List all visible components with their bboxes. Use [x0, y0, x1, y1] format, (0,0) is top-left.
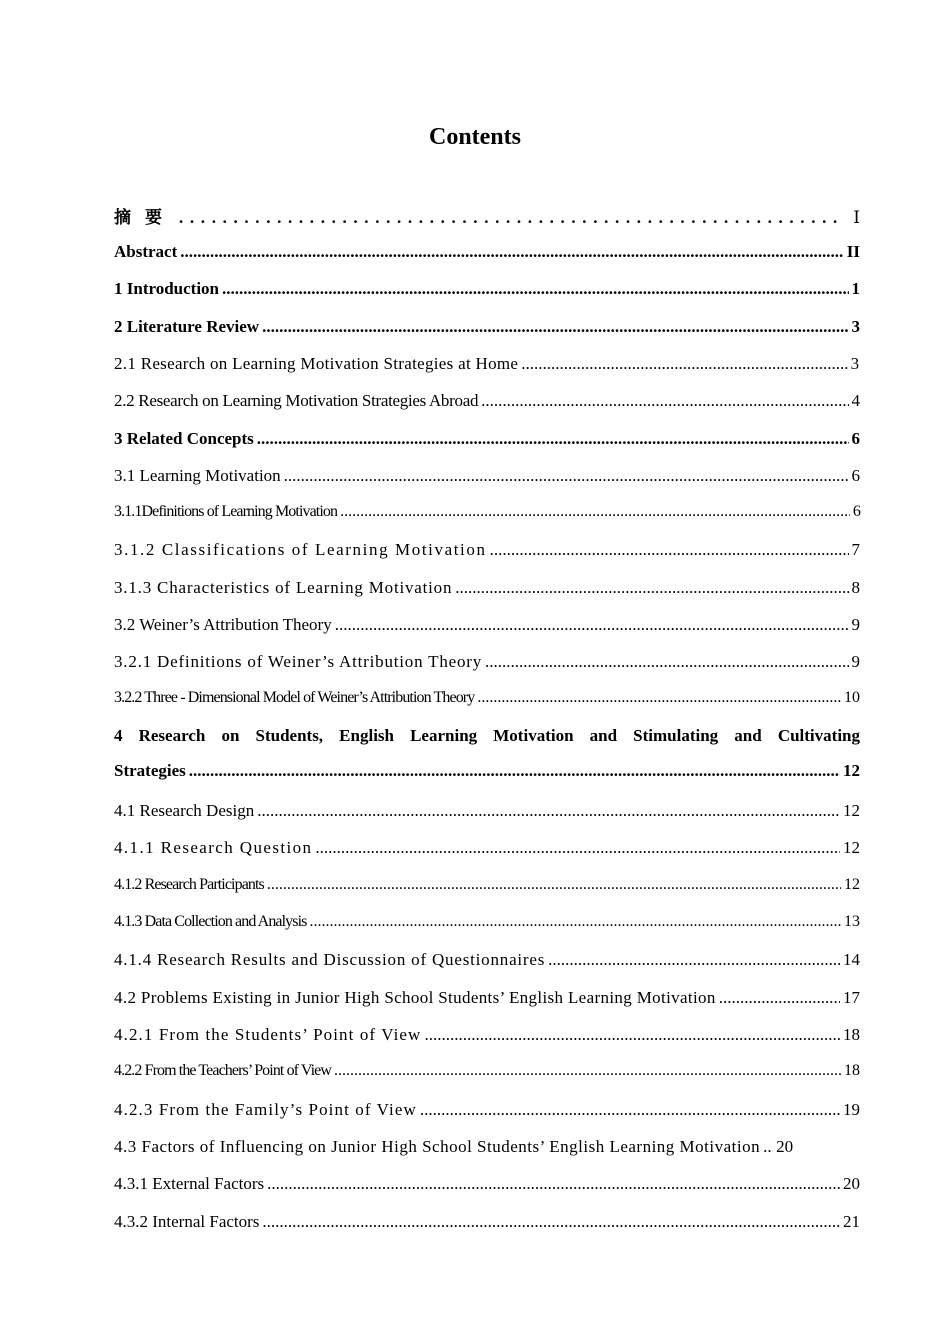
toc-entry-label: 3 Related Concepts [114, 429, 254, 448]
toc-entry[interactable] [114, 988, 860, 1016]
toc-entry-label: 3.2.1 Definitions of Weiner’s Attribution Theory [114, 652, 483, 671]
toc-entry[interactable] [114, 279, 860, 307]
toc-entry-page: 6 [851, 429, 860, 448]
toc-entry[interactable] [114, 354, 860, 382]
dot-leader [222, 279, 848, 299]
toc-entry[interactable] [114, 615, 860, 643]
dot-leader [189, 761, 840, 781]
toc-entry-label: 4.1.4 Research Results and Discussion of Questionnaires [114, 950, 546, 969]
toc-entry[interactable] [114, 242, 860, 270]
dot-leader [179, 208, 844, 228]
toc-entry[interactable] [114, 1025, 860, 1053]
toc-entry-label: 4.1.2 Research Participants [114, 876, 264, 893]
dot-leader [420, 1100, 840, 1120]
toc-entry-page: 6 [852, 503, 860, 520]
dot-leader [490, 540, 849, 560]
dot-leader [424, 1025, 840, 1045]
toc-entry-page: 3 [850, 354, 860, 373]
toc-entry-label: 摘要 [114, 208, 176, 228]
toc-entry-page: 20 [776, 1137, 794, 1156]
dot-leader [481, 391, 848, 411]
toc-entry[interactable] [114, 689, 860, 717]
dot-leader [340, 503, 850, 521]
toc-entry[interactable] [114, 1174, 860, 1202]
toc-entry[interactable] [114, 761, 860, 789]
dot-leader [267, 1174, 840, 1194]
dot-leader [485, 652, 848, 672]
toc-entry-label: 1 Introduction [114, 279, 220, 298]
toc-entry-label: 2 Literature Review [114, 317, 260, 336]
dot-leader [335, 615, 849, 635]
toc-entry[interactable] [114, 429, 860, 457]
dot-leader [267, 876, 841, 894]
toc-entry-page: 19 [843, 1100, 860, 1119]
toc-entry[interactable] [114, 913, 860, 941]
toc-entry-page: 12 [844, 876, 860, 893]
toc-entry[interactable] [114, 876, 860, 904]
toc-entry-page: 12 [843, 838, 860, 857]
toc-entry-label: 4.1.1 Research Question [114, 838, 313, 857]
toc-entry-label: 4.2 Problems Existing in Junior High School Students’ English Learning Motivation [114, 988, 716, 1007]
toc-entry[interactable] [114, 1100, 860, 1128]
dot-leader [521, 354, 847, 374]
toc-entry-label: 4.2.1 From the Students’ Point of View [114, 1025, 422, 1044]
toc-entry[interactable] [114, 801, 860, 829]
toc-entry-page: Ⅰ [853, 208, 860, 228]
toc-entry-page: 10 [844, 689, 860, 706]
toc-entry-label: 3.1.3 Characteristics of Learning Motivation [114, 578, 453, 597]
toc-entry-wrapped-line[interactable]: 4 Research on Students, English Learning Motivation and Stimulating and Cultivating [114, 726, 860, 745]
toc-entry[interactable] [114, 503, 860, 531]
toc-entry-page: 17 [843, 988, 860, 1007]
toc-entry-page: 18 [843, 1025, 860, 1044]
toc-entry[interactable] [114, 540, 860, 568]
toc-entry-page: 7 [851, 540, 860, 559]
toc-entry-label: 2.1 Research on Learning Motivation Strategies at Home [114, 354, 519, 373]
toc-entry[interactable] [114, 838, 860, 866]
page-title: Contents [428, 124, 521, 150]
toc-entry[interactable] [114, 1137, 860, 1165]
toc-entry-label: 4.3.1 External Factors [114, 1174, 265, 1193]
toc-entry[interactable] [114, 950, 860, 978]
toc-entry-label: 4.1 Research Design [114, 801, 255, 820]
toc-entry-label: 3.1.2 Classifications of Learning Motivation [114, 540, 487, 559]
toc-entry-label: Abstract [114, 242, 178, 261]
toc-entry-page: 4 [851, 391, 860, 410]
toc-entry-page: 8 [851, 578, 860, 597]
toc-entry-page: 12 [843, 761, 860, 780]
toc-entry[interactable] [114, 391, 860, 419]
toc-entry-label: 3.2 Weiner’s Attribution Theory [114, 615, 332, 634]
toc-entry-label: 4.3 Factors of Influencing on Junior High School Students’ English Learning Motivation [114, 1137, 761, 1156]
toc-entry-page: 3 [851, 317, 860, 336]
toc-entry[interactable] [114, 652, 860, 680]
toc-entry-label: 4.2.3 From the Family’s Point of View [114, 1100, 417, 1119]
toc-entry-label: Strategies [114, 761, 186, 780]
toc-entry-page: 1 [851, 279, 860, 298]
dot-leader [262, 317, 848, 337]
dot-leader [763, 1137, 773, 1157]
toc-entry[interactable] [114, 466, 860, 494]
toc-entry-label: 4.3.2 Internal Factors [114, 1212, 260, 1231]
toc-entry-page: 12 [843, 801, 860, 820]
toc-entry-label: 3.1 Learning Motivation [114, 466, 281, 485]
toc-entry[interactable] [114, 1212, 860, 1240]
dot-leader [257, 429, 849, 449]
toc-entry-label: 3.2.2 Three - Dimensional Model of Weiner’s Attribution Theory [114, 689, 475, 706]
toc-entry[interactable] [114, 1062, 860, 1090]
toc-entry-page: 14 [843, 950, 860, 969]
dot-leader [309, 913, 841, 931]
dot-leader [315, 838, 840, 858]
toc-entry[interactable] [114, 203, 860, 231]
dot-leader [257, 801, 840, 821]
dot-leader [548, 950, 840, 970]
toc-entry-page: 13 [844, 913, 860, 930]
dot-leader [284, 466, 849, 486]
toc-entry-label: 3.1.1Definitions of Learning Motivation [114, 503, 338, 520]
dot-leader [719, 988, 840, 1008]
toc-entry-page: 9 [851, 652, 860, 671]
dot-leader [477, 689, 841, 707]
toc-entry-label: 4.1.3 Data Collection and Analysis [114, 913, 307, 930]
toc-entry[interactable] [114, 578, 860, 606]
toc-entry-page: 18 [844, 1062, 860, 1079]
dot-leader [262, 1212, 840, 1232]
toc-entry-page: 6 [851, 466, 860, 485]
toc-entry-label: 2.2 Research on Learning Motivation Strategies Abroad [114, 391, 479, 410]
dot-leader [180, 242, 844, 262]
toc-entry-page: 20 [843, 1174, 860, 1193]
toc-entry-page: II [846, 242, 860, 261]
toc-entry-page: 21 [843, 1212, 860, 1231]
toc-entry[interactable] [114, 317, 860, 345]
dot-leader [455, 578, 848, 598]
toc-entry-label: 4.2.2 From the Teachers’ Point of View [114, 1062, 332, 1079]
dot-leader [334, 1062, 841, 1080]
toc-entry-page: 9 [851, 615, 860, 634]
